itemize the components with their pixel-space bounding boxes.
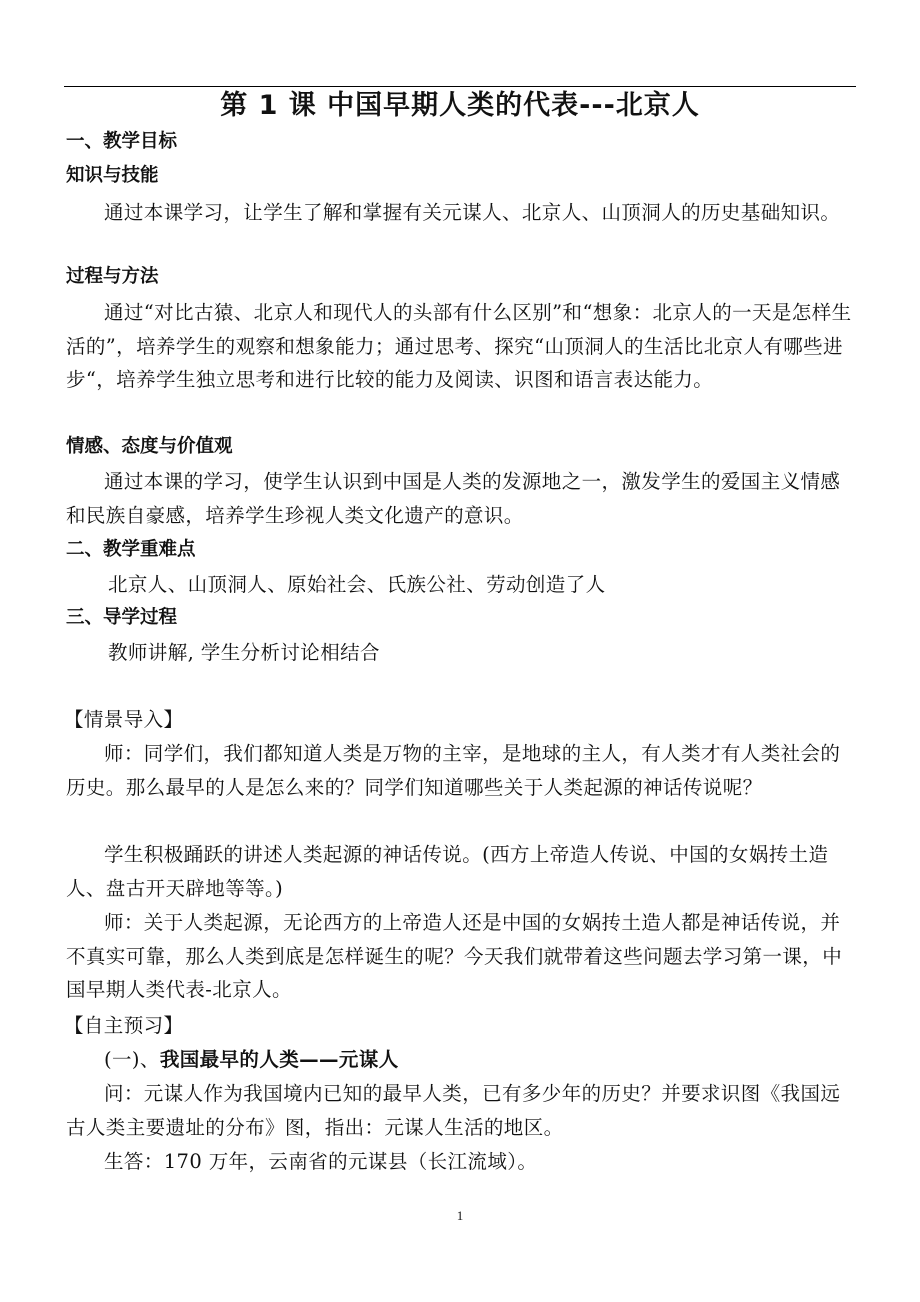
intro-label: 【情景导入】 (64, 708, 184, 731)
preview-question: 问：元谋人作为我国境内已知的最早人类，已有多少年的历史？并要求识图《我国远古人类主要遗址的分布》图，指出：元谋人生活的地区。 (66, 1082, 841, 1139)
intro-paragraph-3: 师：关于人类起源，无论西方的上帝造人还是中国的女娲抟土造人都是神话传说，并不真实可靠，那么人类到底是怎样诞生的呢？今天我们就带着这些问题去学习第一课，中国早期人类代表-北京人。 (66, 911, 843, 1001)
emotion-paragraph: 通过本课的学习，使学生认识到中国是人类的发源地之一，激发学生的爱国主义情感和民族自豪感，培养学生珍视人类文化遗产的意识。 (66, 470, 841, 527)
knowledge-paragraph: 通过本课学习，让学生了解和掌握有关元谋人、北京人、山顶洞人的历史基础知识。 (104, 201, 841, 224)
process-heading: 过程与方法 (66, 266, 159, 287)
intro-paragraph-2: 学生积极踊跃的讲述人类起源的神话传说。(西方上帝造人传说、中国的女娲抟土造人、盘古开天辟地等等。) (66, 843, 829, 900)
subheading-prefix: (一)、 (104, 1048, 160, 1071)
preview-label: 【自主预习】 (64, 1014, 184, 1037)
lesson-title: 第 1 课 中国早期人类的代表---北京人 (220, 90, 700, 121)
guide-text: 教师讲解, 学生分析讨论相结合 (108, 641, 380, 664)
keypoints-heading: 二、教学重难点 (66, 539, 196, 560)
preview-subheading (104, 1043, 399, 1077)
knowledge-heading: 知识与技能 (66, 165, 159, 186)
page-number: 1 (456, 1208, 464, 1223)
preview-answer: 生答：170 万年，云南省的元谋县（长江流域）。 (104, 1150, 538, 1173)
keypoints-text: 北京人、山顶洞人、原始社会、氏族公社、劳动创造了人 (108, 573, 606, 596)
emotion-heading: 情感、态度与价值观 (66, 436, 233, 457)
subheading-title: 我国最早的人类——元谋人 (159, 1048, 399, 1071)
intro-paragraph-1: 师：同学们，我们都知道人类是万物的主宰，是地球的主人，有人类才有人类社会的历史。那么最早的人是怎么来的？同学们知道哪些关于人类起源的神话传说呢？ (66, 742, 841, 799)
process-paragraph: 通过“对比古猿、北京人和现代人的头部有什么区别”和“想象：北京人的一天是怎样生活的”，培养学生的观察和想象能力；通过思考、探究“山顶洞人的生活比北京人有哪些进步“，培养学生独立思考和进行比较的能力及阅读、识图和语言表达能力。 (66, 301, 852, 391)
goals-heading: 一、教学目标 (66, 131, 178, 152)
guide-heading: 三、导学过程 (66, 607, 178, 628)
